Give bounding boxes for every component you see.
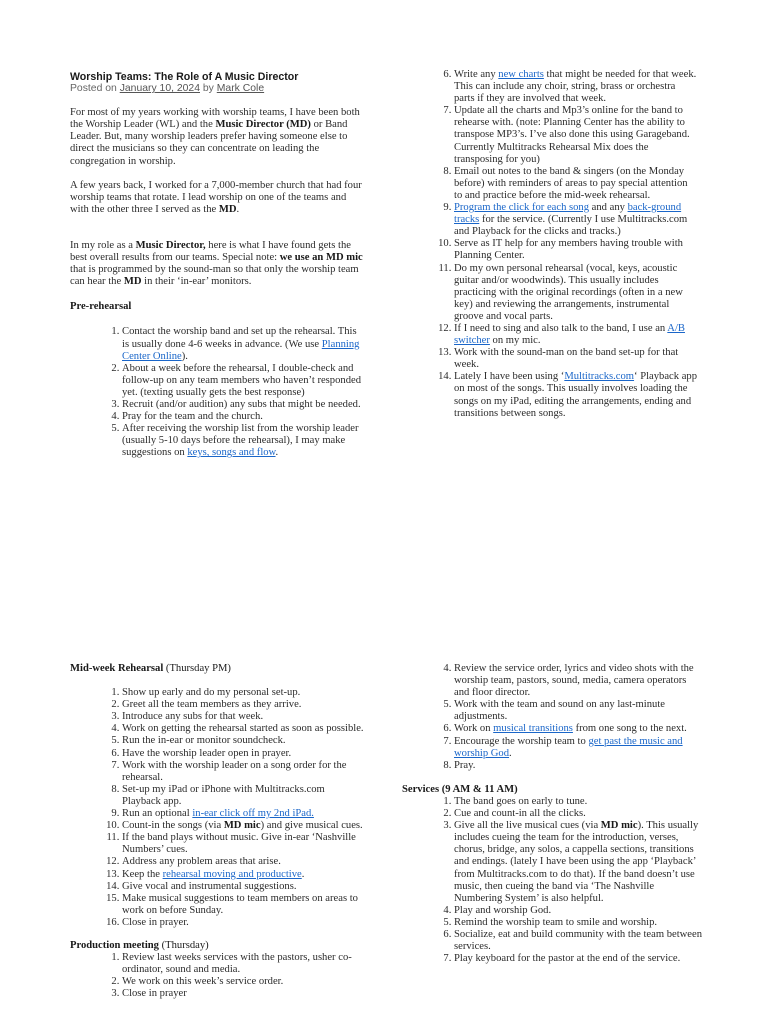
list-item <box>454 723 702 735</box>
text-run: Show up early and do my personal set-up. <box>122 687 301 699</box>
list-item <box>122 699 366 711</box>
inline-link[interactable]: A/B switcher <box>454 322 685 347</box>
list-item <box>122 988 366 1000</box>
list-item <box>122 917 366 929</box>
text-run: Recruit (and/or audition) any subs that might be needed. <box>122 398 361 410</box>
text-run: on my mic. <box>489 335 541 347</box>
text-run: . <box>301 868 305 880</box>
list-item <box>454 202 698 238</box>
intro-paragraph <box>70 240 366 288</box>
text-run: Address any problem areas that arise. <box>122 856 281 868</box>
text-run: Work with the worship leader on a song order for the rehearsal. <box>122 759 347 783</box>
text-run: Close in prayer. <box>122 916 189 928</box>
text-run: Remind the worship team to smile and worship. <box>454 916 658 928</box>
list-item <box>454 760 702 772</box>
production-heading-sub: (Thursday) <box>158 939 209 951</box>
text-run: Run the in-ear or monitor soundcheck. <box>122 735 286 747</box>
text-run: Count-in the songs (via <box>122 820 224 832</box>
text-run: Pray for the team and the church. <box>122 411 263 423</box>
list-item <box>454 905 702 917</box>
services-list <box>454 796 702 965</box>
intro-paragraph <box>70 180 366 216</box>
text-run: Work with the sound-man on the band set-up for that week. <box>454 347 679 371</box>
text-run: After receiving the worship list from the worship leader (usually 5-10 days before the rehearsal), I may make suggestions on <box>122 423 359 459</box>
production-heading <box>70 940 366 952</box>
author-link[interactable]: Mark Cole <box>216 83 265 95</box>
text-run: The band goes on early to tune. <box>454 795 588 807</box>
list-item <box>454 69 698 105</box>
bold-text: MD mic <box>223 820 261 832</box>
list-item <box>122 399 366 411</box>
text-run: . <box>236 203 240 215</box>
text-run: Update all the charts and Mp3’s online for the band to rehearse with. (note: Planning Center has the ability to transpose MP3’s. I’ve also done this using Garageband. Currently Multitracks Rehearsal Mix does the transposing for you) <box>454 105 690 165</box>
text-run: Have the worship leader open in prayer. <box>122 747 292 759</box>
right-column-top <box>436 69 698 420</box>
text-run: Work on getting the rehearsal started as soon as possible. <box>122 723 364 735</box>
list-item <box>454 323 698 347</box>
text-run: Encourage the worship team to <box>454 735 589 747</box>
text-run: Work on <box>454 723 494 735</box>
list-item <box>122 820 366 832</box>
text-run: Contact the worship band and set up the rehearsal. This is usually done 4-6 weeks in advance. (We use <box>122 326 357 350</box>
list-item <box>454 820 702 905</box>
text-run: or Band Leader. But, many worship leaders prefer having someone else to direct the musicians so they can concentrate on leading the congregation in worship. <box>70 119 348 167</box>
list-item <box>122 411 366 423</box>
text-run: About a week before the rehearsal, I double-check and follow-up on any team members who haven’t responded yet. (texting usually gets the best response) <box>122 362 361 398</box>
list-item <box>122 832 366 856</box>
list-item <box>454 736 702 760</box>
pre-rehearsal-list <box>122 326 366 459</box>
text-run: here is what I have found gets the best overall results from our teams. Special note: <box>70 239 351 264</box>
bold-text: MD <box>218 203 237 215</box>
list-item <box>122 952 366 976</box>
list-item <box>454 371 698 419</box>
list-item <box>122 760 366 784</box>
text-run: Review the service order, lyrics and video shots with the worship team, pastors, sound, media, camera operators and floor director. <box>454 663 694 699</box>
text-run: Socialize, eat and build community with the team between services. <box>454 928 702 953</box>
text-run: Do my own personal rehearsal (vocal, keys, acoustic guitar and/or woodwinds). This usually includes practicing with the original recordings (often in a new key) and reviewing the arrangements, instrumental groove and vocal parts. <box>454 262 683 322</box>
text-run: Set-up my iPad or iPhone with Multitracks.com Playback app. <box>122 783 325 807</box>
text-run: ) and give musical cues. <box>260 820 363 832</box>
text-run: Write any <box>454 69 499 80</box>
list-item <box>454 699 702 723</box>
inline-link[interactable]: Multitracks.com <box>564 371 635 383</box>
pre-rehearsal-heading: Pre-rehearsal <box>70 301 132 313</box>
text-run: Give all the live musical cues (via <box>454 820 601 832</box>
text-run: that is programmed by the sound-man so that only the worship team can hear the <box>70 264 359 288</box>
text-run: for the service. (Currently I use Multitracks.com and Playback for the clicks and tracks.) <box>454 214 688 238</box>
list-item <box>454 105 698 165</box>
list-item <box>122 326 366 362</box>
list-item <box>454 796 702 808</box>
inline-link[interactable]: Planning Center Online <box>122 338 360 362</box>
text-run: Play keyboard for the pastor at the end of the service. <box>454 953 681 965</box>
list-item <box>122 748 366 760</box>
inline-link[interactable]: new charts <box>498 69 544 80</box>
list-item <box>122 881 366 893</box>
production-list <box>122 952 366 1000</box>
list-item <box>454 953 702 965</box>
text-run: ). <box>181 350 188 362</box>
text-run: and any <box>589 202 628 214</box>
text-run: ‘ Playback app on most of the songs. This usually involves loading the songs on my iPad, editing the arrangements, ending and transitions between songs. <box>454 371 697 419</box>
left-column-bottom <box>70 663 366 1000</box>
list-item <box>122 723 366 735</box>
midweek-heading-sub: (Thursday PM) <box>163 663 231 674</box>
list-item <box>454 808 702 820</box>
inline-link[interactable]: rehearsal moving and productive <box>162 868 302 880</box>
list-item <box>122 363 366 399</box>
text-run: A few years back, I worked for a 7,000-member church that had four worship teams that rotate. I lead worship on one of the teams and with the other three I served as the <box>70 179 362 215</box>
text-run: Email out notes to the band & singers (on the Monday before) with reminders of areas to pay special attention to and practice before the mid-week rehearsal. <box>454 165 688 201</box>
intro-paragraph <box>70 107 366 167</box>
midweek-heading-text: Mid-week Rehearsal <box>70 663 164 674</box>
text-run: If the band plays without music. Give in-ear ‘Nashville Numbers’ cues. <box>122 832 356 856</box>
text-run: in their ‘in-ear’ monitors. <box>141 276 252 288</box>
pre-rehearsal-list-continued <box>454 69 698 420</box>
text-run: Pray. <box>454 759 476 771</box>
text-run: Give vocal and instrumental suggestions. <box>122 880 297 892</box>
text-run: In my role as a <box>70 239 136 251</box>
text-run: Make musical suggestions to team members on areas to work on before Sunday. <box>122 892 358 916</box>
bold-text: Music Director (MD) <box>215 119 311 131</box>
text-run: Run an optional <box>122 808 193 820</box>
bold-text: Music Director, <box>135 239 206 251</box>
list-item <box>122 735 366 747</box>
midweek-list <box>122 687 366 929</box>
list-item <box>454 663 702 699</box>
text-run: . <box>509 747 512 759</box>
inline-link[interactable]: Program the click for each song <box>454 202 590 214</box>
by-label: by <box>202 83 214 95</box>
list-item <box>122 893 366 917</box>
inline-link[interactable]: in-ear click off my 2nd iPad. <box>192 808 314 820</box>
list-item <box>122 869 366 881</box>
production-list-continued <box>454 663 702 772</box>
production-heading-text: Production meeting <box>70 939 159 951</box>
text-run: For most of my years working with worship teams, I have been both the Worship Leader (WL) and the <box>70 107 360 131</box>
text-run: Serve as IT help for any members having trouble with Planning Center. <box>454 238 683 262</box>
text-run: We work on this week’s service order. <box>122 976 284 988</box>
text-run: Cue and count-in all the clicks. <box>454 808 586 820</box>
list-item <box>454 166 698 202</box>
text-run: Work with the team and sound on any last-minute adjustments. <box>454 699 665 723</box>
right-column-bottom <box>402 663 702 965</box>
text-run: If I need to sing and also talk to the band, I use an <box>454 322 668 334</box>
list-item <box>454 917 702 929</box>
text-run: Greet all the team members as they arrive. <box>122 699 302 711</box>
text-run: from one song to the next. <box>572 723 687 735</box>
text-run: Introduce any subs for that week. <box>122 711 264 723</box>
text-run: that might be needed for that week. This can include any choir, string, brass or orchestra parts if they are involved that week. <box>454 69 697 105</box>
list-item <box>122 423 366 459</box>
list-item <box>454 263 698 323</box>
posted-on-label: Posted on <box>70 83 117 95</box>
list-item <box>122 976 366 988</box>
text-run: Close in prayer <box>122 988 187 1000</box>
text-run: Keep the <box>122 868 163 880</box>
text-run: Lately I have been using ‘ <box>454 371 565 383</box>
list-item <box>454 347 698 371</box>
bold-text: MD <box>123 276 142 288</box>
services-heading: Services (9 AM & 11 AM) <box>402 783 518 795</box>
post-date-link[interactable]: January 10, 2024 <box>119 83 200 95</box>
text-run: Review last weeks services with the pastors, usher co-ordinator, sound and media. <box>122 952 352 976</box>
inline-link[interactable]: musical transitions <box>493 723 573 735</box>
list-item <box>122 711 366 723</box>
text-run: ). This usually includes cueing the team for the introduction, verses, chorus, bridge, any solos, a cappella sections, transitions and endings. (lately I have been using the app ‘Playback’ from Multitracks.com to do that). If the band doesn’t use music, then cueing the band via ‘The Nashville Numbering System’ is also helpful. <box>454 820 699 904</box>
list-item <box>122 808 366 820</box>
text-run: Play and worship God. <box>454 904 552 916</box>
bold-text: MD mic <box>600 820 638 832</box>
text-run: . <box>275 447 279 459</box>
midweek-heading <box>70 663 366 675</box>
list-item <box>122 784 366 808</box>
list-item <box>454 238 698 262</box>
inline-link[interactable]: get past the music and worship God <box>454 735 683 759</box>
list-item <box>122 856 366 868</box>
post-meta <box>70 83 366 95</box>
bold-text: we use an MD mic <box>279 252 363 264</box>
inline-link[interactable]: back-ground tracks <box>454 202 682 226</box>
list-item <box>454 929 702 953</box>
left-column-top <box>70 71 366 459</box>
post-title: Worship Teams: The Role of A Music Director <box>70 71 299 83</box>
list-item <box>122 687 366 699</box>
inline-link[interactable]: keys, songs and flow <box>187 447 276 459</box>
